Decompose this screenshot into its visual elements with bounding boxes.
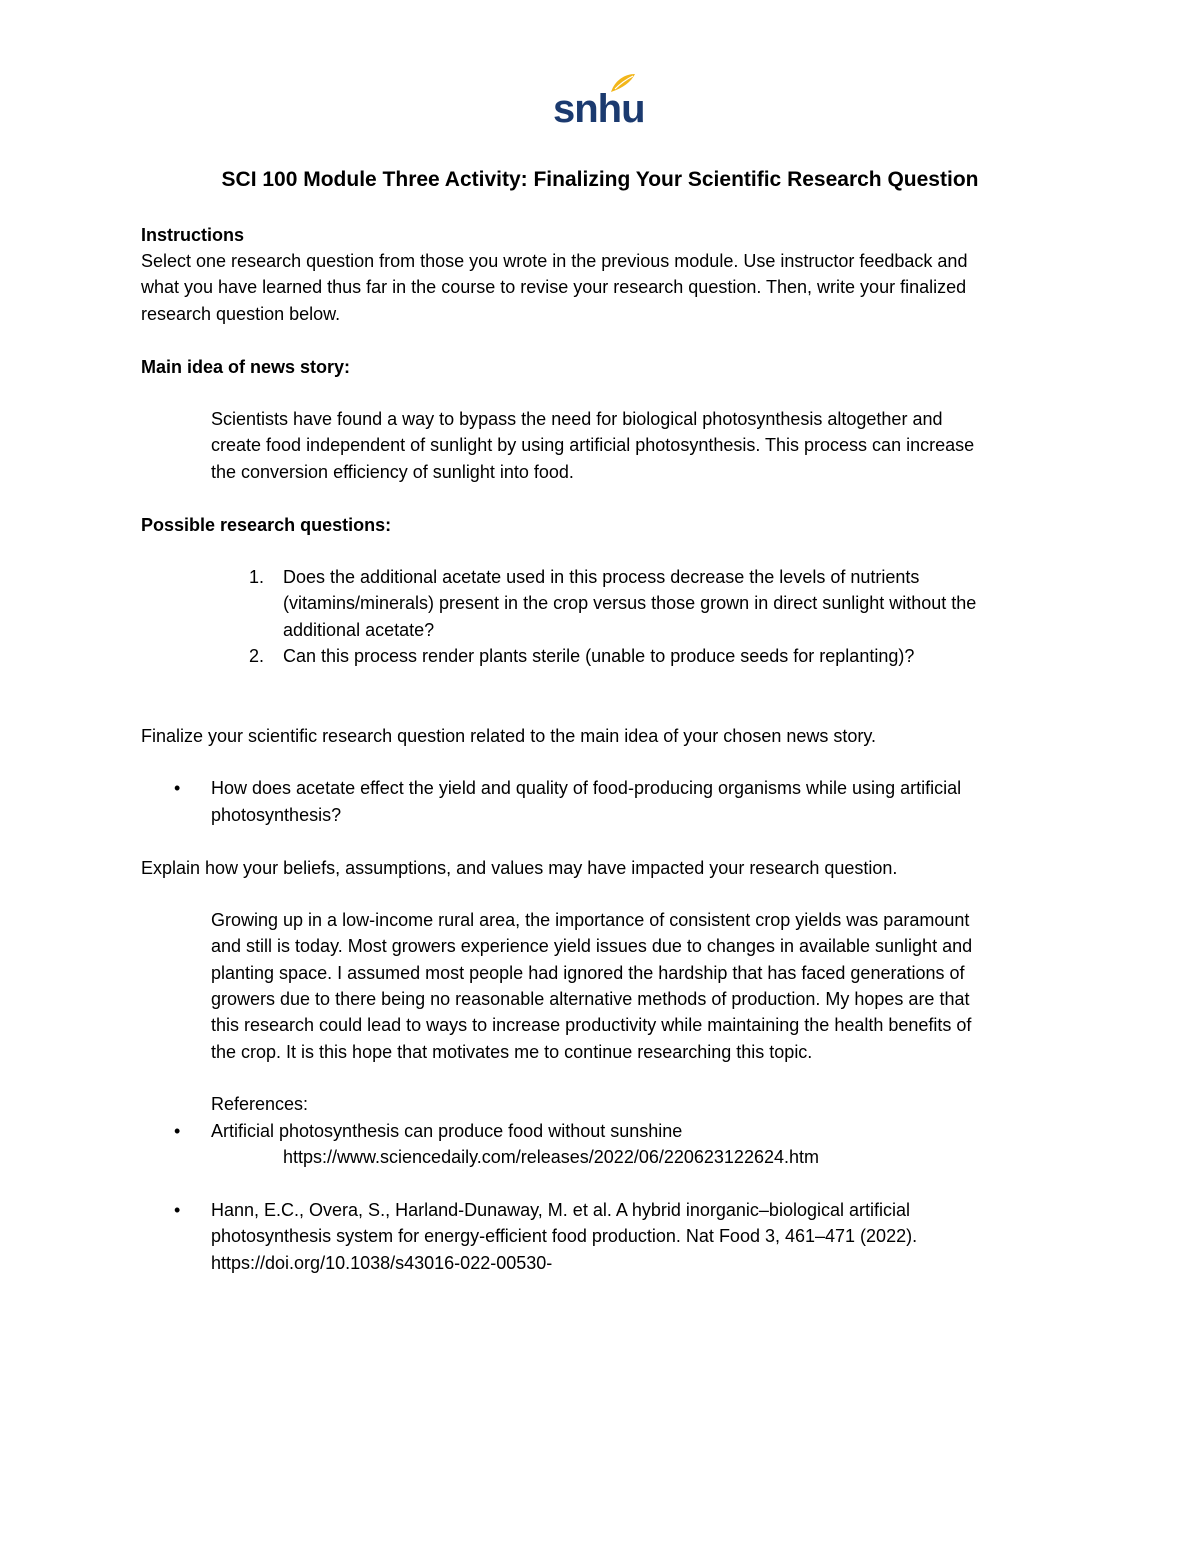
question-line: Does the additional acetate used in this process decrease the levels of nutrients (283, 567, 920, 587)
main-idea-line: Scientists have found a way to bypass the need for biological photosynthesis altogether and (211, 409, 943, 429)
bullet-icon: • (174, 778, 181, 798)
instructions-heading: Instructions (141, 225, 245, 245)
snhu-logo (553, 72, 643, 134)
explain-prompt: Explain how your beliefs, assumptions, and values may have impacted your research question. (141, 858, 898, 878)
list-number: 1. (249, 567, 265, 587)
explain-line: Growing up in a low-income rural area, the importance of consistent crop yields was paramount (211, 910, 970, 930)
main-idea-line: create food independent of sunlight by using artificial photosynthesis. This process can increase (211, 435, 975, 455)
explain-line: planting space. I assumed most people had ignored the hardship that has faced generations of (211, 963, 965, 983)
final-question-line: photosynthesis? (211, 805, 342, 825)
reference-line: Hann, E.C., Overa, S., Harland-Dunaway, M. et al. A hybrid inorganic–biological artificial (211, 1200, 910, 1220)
bullet-icon: • (174, 1200, 181, 1220)
explain-line: the crop. It is this hope that motivates me to continue researching this topic. (211, 1042, 813, 1062)
instructions-line: what you have learned thus far in the course to revise your research question. Then, write your finalized (141, 277, 967, 297)
reference-line: Artificial photosynthesis can produce food without sunshine (211, 1121, 683, 1141)
explain-line: growers due to there being no reasonable alternative methods of production. My hopes are that (211, 989, 970, 1009)
logo-text: snhu (553, 87, 645, 131)
list-number: 2. (249, 646, 265, 666)
main-idea-heading: Main idea of news story: (141, 357, 351, 377)
question-line: (vitamins/minerals) present in the crop versus those grown in direct sunlight without the (283, 593, 977, 613)
references-heading: References: (211, 1094, 309, 1114)
explain-line: and still is today. Most growers experience yield issues due to changes in available sunlight and (211, 936, 973, 956)
possible-questions-heading: Possible research questions: (141, 515, 392, 535)
document-title: SCI 100 Module Three Activity: Finalizing Your Scientific Research Question (221, 168, 979, 191)
reference-link[interactable]: https://www.sciencedaily.com/releases/2022/06/220623122624.htm (283, 1147, 819, 1167)
bullet-icon: • (174, 1121, 181, 1141)
question-line: additional acetate? (283, 620, 435, 640)
final-question-line: How does acetate effect the yield and quality of food-producing organisms while using artificial (211, 778, 962, 798)
reference-line: photosynthesis system for energy-efficient food production. Nat Food 3, 461–471 (2022). (211, 1226, 918, 1246)
instructions-line: research question below. (141, 304, 341, 324)
reference-link[interactable]: https://doi.org/10.1038/s43016-022-00530- (211, 1253, 553, 1273)
main-idea-line: the conversion efficiency of sunlight into food. (211, 462, 574, 482)
explain-line: this research could lead to ways to increase productivity while maintaining the health benefits of (211, 1015, 972, 1035)
instructions-line: Select one research question from those you wrote in the previous module. Use instructor feedback and (141, 251, 968, 271)
finalize-prompt: Finalize your scientific research question related to the main idea of your chosen news story. (141, 726, 877, 746)
question-line: Can this process render plants sterile (unable to produce seeds for replanting)? (283, 646, 915, 666)
